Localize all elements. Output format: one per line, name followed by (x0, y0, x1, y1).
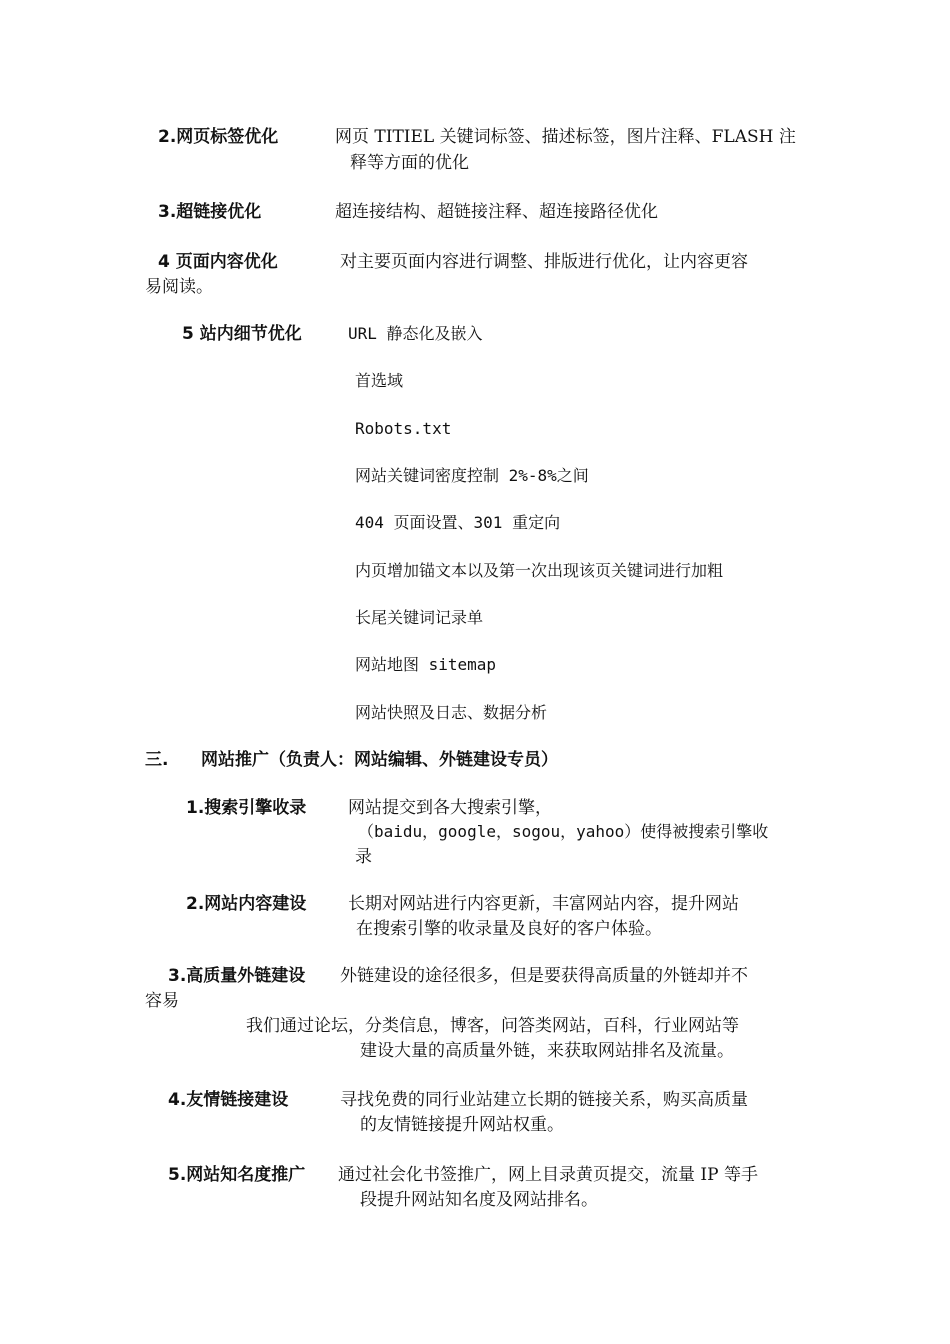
item-label-tag-optimization: 2.网页标签优化 (158, 127, 279, 147)
item-label-detail-optimization: 5 站内细节优化 (182, 324, 302, 344)
detail-item: 首选域 (355, 371, 404, 390)
item-line: （baidu，google，sogou，yahoo）使得被搜索引擎收 (358, 822, 769, 841)
item-line: 外链建设的途径很多，但是要获得高质量的外链却并不 (340, 966, 748, 986)
detail-item: 长尾关键词记录单 (355, 608, 484, 627)
item-desc-content-optimization-cont: 易阅读。 (145, 277, 213, 297)
section-title: 网站推广（负责人：网站编辑、外链建设专员） (201, 750, 558, 770)
item-label-content-building: 2.网站内容建设 (186, 894, 307, 914)
detail-item: Robots.txt (355, 419, 452, 438)
item-line: 长期对网站进行内容更新，丰富网站内容，提升网站 (348, 894, 739, 914)
item-label-content-optimization: 4 页面内容优化 (158, 252, 278, 272)
item-line: 的友情链接提升网站权重。 (360, 1115, 564, 1135)
item-label-friend-links: 4.友情链接建设 (168, 1090, 289, 1110)
item-desc-link-optimization: 超连接结构、超链接注释、超连接路径优化 (335, 202, 658, 222)
item-label-backlink-building: 3.高质量外链建设 (168, 966, 306, 986)
detail-item: URL 静态化及嵌入 (348, 324, 483, 343)
item-line: 容易 (145, 991, 179, 1011)
item-label-link-optimization: 3.超链接优化 (158, 202, 262, 222)
item-label-brand-awareness: 5.网站知名度推广 (168, 1165, 306, 1185)
item-desc-tag-optimization-cont: 释等方面的优化 (350, 153, 469, 173)
item-label-search-indexing: 1.搜索引擎收录 (186, 798, 307, 818)
section-number: 三. (145, 750, 169, 770)
detail-item: 网站关键词密度控制 2%-8%之间 (355, 466, 589, 485)
item-line: 通过社会化书签推广，网上目录黄页提交，流量 IP 等手 (338, 1165, 758, 1185)
item-desc-content-optimization: 对主要页面内容进行调整、排版进行优化，让内容更容 (340, 252, 748, 272)
item-line: 在搜索引擎的收录量及良好的客户体验。 (356, 919, 662, 939)
item-line: 我们通过论坛，分类信息，博客，问答类网站，百科，行业网站等 (246, 1016, 739, 1036)
item-line: 建设大量的高质量外链，来获取网站排名及流量。 (360, 1041, 734, 1061)
detail-item: 网站地图 sitemap (355, 655, 497, 674)
detail-item: 内页增加锚文本以及第一次出现该页关键词进行加粗 (355, 561, 724, 580)
detail-item: 404 页面设置、301 重定向 (355, 513, 561, 532)
item-line: 网站提交到各大搜索引擎， (348, 798, 552, 818)
item-line: 段提升网站知名度及网站排名。 (360, 1190, 598, 1210)
detail-item: 网站快照及日志、数据分析 (355, 703, 548, 722)
item-line: 录 (355, 847, 372, 867)
item-desc-tag-optimization: 网页 TITIEL 关键词标签、描述标签，图片注释、FLASH 注 (335, 127, 796, 147)
item-line: 寻找免费的同行业站建立长期的链接关系，购买高质量 (340, 1090, 748, 1110)
